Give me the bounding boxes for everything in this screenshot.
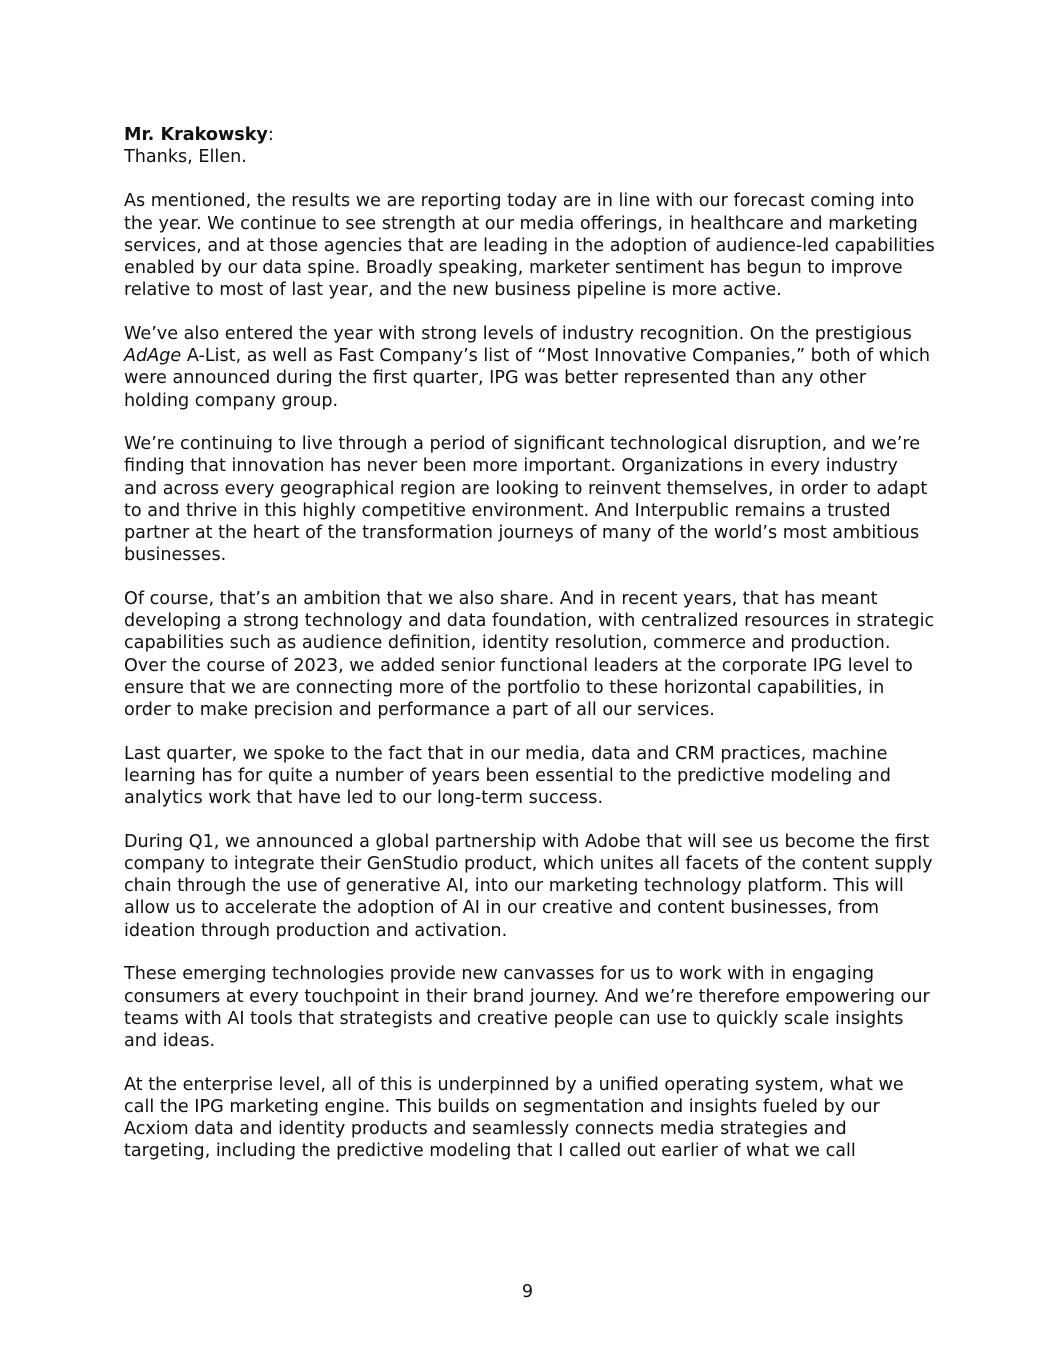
speaker-name: Mr. Krakowsky	[124, 125, 268, 145]
adage-title: AdAge	[124, 346, 182, 367]
paragraph-recognition	[124, 323, 936, 412]
paragraph-recognition-text-after: A-List, as well as Fast Company’s list of “Most Innovative Companies,” both of which were announced during the first quarter, IPG was better represented than any other holding company group.	[124, 346, 931, 411]
paragraph-emerging-technologies: These emerging technologies provide new canvasses for us to work with in engaging consumers at every touchpoint in their brand journey. And we’re therefore empowering our teams with AI tools that strategists and creative people can use to quickly scale insights and ideas.	[124, 964, 930, 1051]
transcript-body	[124, 124, 936, 1184]
speaker-label	[124, 124, 936, 146]
page-number: 9	[521, 1282, 534, 1302]
paragraph-recognition-text-before: We’ve also entered the year with strong levels of industry recognition. On the prestigious	[124, 323, 912, 344]
speaker-colon: :	[267, 125, 274, 145]
paragraph-machine-learning: Last quarter, we spoke to the fact that in our media, data and CRM practices, machine learning has for quite a number of years been essential to the predictive modeling and analytics work that have led to our long-term success.	[124, 743, 891, 809]
paragraph-ambition: Of course, that’s an ambition that we also share. And in recent years, that has meant developing a strong technology and data foundation, with centralized resources in strategic capabilities such as audience definition, identity resolution, commerce and production. Over the course of 2023, we added senior functional leaders at the corporate IPG level to ensure that we are connecting more of the portfolio to these horizontal capabilities, in order to make precision and performance a part of all our services.	[124, 588, 935, 720]
paragraph-marketing-engine: At the enterprise level, all of this is underpinned by a unified operating system, what we call the IPG marketing engine. This builds on segmentation and insights fueled by our Acxiom data and identity products and seamlessly connects media strategies and targeting, including the predictive modeling that I called out earlier of what we call	[124, 1074, 904, 1162]
greeting-line: Thanks, Ellen.	[124, 147, 247, 168]
paragraph-results: As mentioned, the results we are reporting today are in line with our forecast coming into the year. We continue to see strength at our media offerings, in healthcare and marketing services, and at those agencies that are leading in the adoption of audience-led capabilities enabled by our data spine. Broadly speaking, marketer sentiment has begun to improve relative to most of last year, and the new business pipeline is more active.	[124, 191, 935, 301]
paragraph-adobe-partnership: During Q1, we announced a global partnership with Adobe that will see us become the first company to integrate their GenStudio product, which unites all facets of the content supply chain through the use of generative AI, into our marketing technology platform. This will allow us to accelerate the adoption of AI in our creative and content businesses, from ideation through production and activation.	[124, 831, 933, 941]
paragraph-disruption: We’re continuing to live through a period of significant technological disruption, and we’re finding that innovation has never been more important. Organizations in every industry and across every geographical region are looking to reinvent themselves, in order to adapt to and thrive in this highly competitive environment. And Interpublic remains a trusted partner at the heart of the transformation journeys of many of the world’s most ambitious businesses.	[124, 434, 928, 566]
